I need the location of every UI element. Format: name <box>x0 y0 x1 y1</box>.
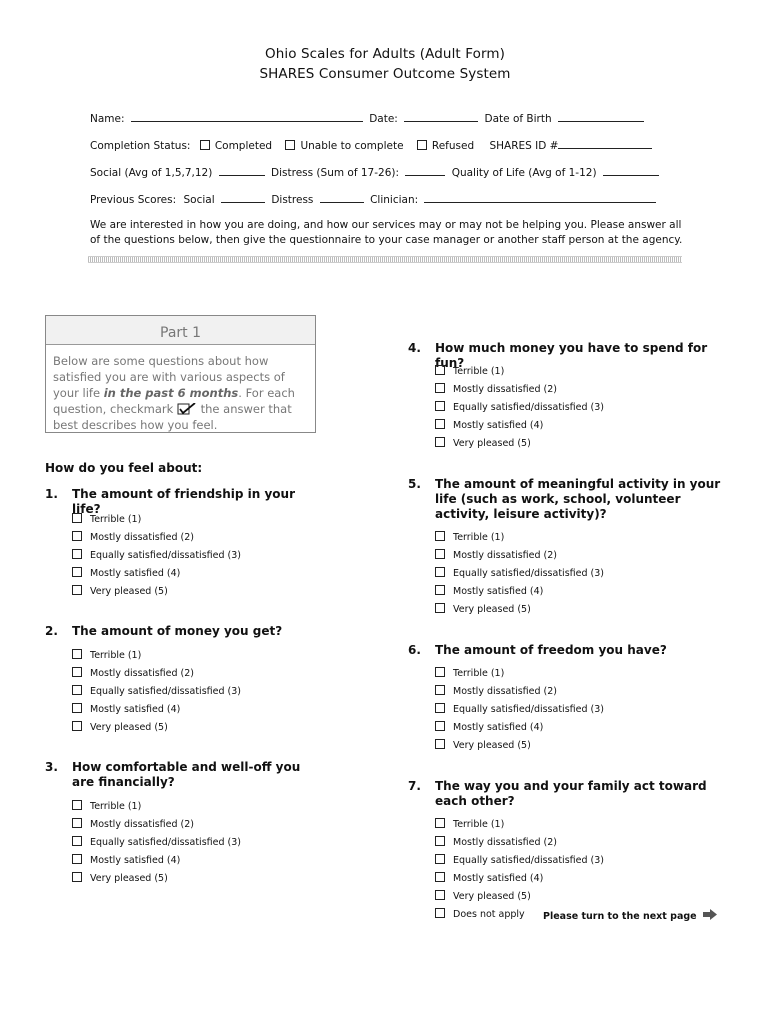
how-heading: How do you feel about: <box>45 461 203 475</box>
option-label: Equally satisfied/dissatisfied (3) <box>453 402 604 413</box>
q3-option-3[interactable] <box>72 836 241 854</box>
question-5-options <box>435 531 604 621</box>
completed-checkbox[interactable] <box>200 140 210 150</box>
option-checkbox[interactable] <box>72 818 82 828</box>
question-6-text: The amount of freedom you have? <box>435 643 667 657</box>
q5-option-4[interactable] <box>435 585 604 603</box>
option-label: Mostly satisfied (4) <box>90 568 181 579</box>
q7-option-5[interactable] <box>435 890 604 908</box>
question-1-number: 1. <box>45 487 58 501</box>
option-label: Equally satisfied/dissatisfied (3) <box>453 855 604 866</box>
q2-option-4[interactable] <box>72 703 241 721</box>
question-7-number: 7. <box>408 779 421 793</box>
q3-option-4[interactable] <box>72 854 241 872</box>
option-label: Mostly satisfied (4) <box>453 420 544 431</box>
clinician-label: Clinician: <box>370 194 419 206</box>
question-2-options <box>72 649 241 739</box>
refused-label: Refused <box>431 140 475 152</box>
question-1-options <box>72 513 241 603</box>
question-1-text: The amount of friendship in your life? <box>72 487 295 516</box>
q4-option-2[interactable] <box>435 383 604 401</box>
question-3-number: 3. <box>45 760 58 774</box>
question-4-text: How much money you have to spend for fun? <box>435 341 708 370</box>
option-label: Terrible (1) <box>453 819 505 830</box>
social-field[interactable] <box>219 165 265 176</box>
option-label: Mostly dissatisfied (2) <box>453 550 558 561</box>
option-checkbox[interactable] <box>435 365 445 375</box>
dob-field[interactable] <box>558 111 644 122</box>
q7-option-1[interactable] <box>435 818 604 836</box>
intro-paragraph: We are interested in how you are doing, and how our services may or may not be helping you. Please answer all of the questions below, then give the questionnaire to your case manager or another staff person at the agency. <box>90 219 683 246</box>
option-checkbox[interactable] <box>72 649 82 659</box>
q5-option-1[interactable] <box>435 531 604 549</box>
option-checkbox[interactable] <box>435 854 445 864</box>
q1-option-1[interactable] <box>72 513 241 531</box>
option-label: Mostly satisfied (4) <box>90 704 181 715</box>
option-label: Equally satisfied/dissatisfied (3) <box>90 550 241 561</box>
option-checkbox[interactable] <box>72 667 82 677</box>
question-4-number: 4. <box>408 341 421 355</box>
arrow-right-icon <box>703 909 717 920</box>
q1-option-3[interactable] <box>72 549 241 567</box>
option-checkbox[interactable] <box>72 513 82 523</box>
previous-label: Previous Scores: <box>90 194 177 206</box>
q7-option-4[interactable] <box>435 872 604 890</box>
option-label: Terrible (1) <box>90 801 142 812</box>
name-label: Name: <box>90 113 125 125</box>
option-label: Mostly satisfied (4) <box>453 873 544 884</box>
question-2-text: The amount of money you get? <box>72 624 283 638</box>
option-label: Mostly dissatisfied (2) <box>90 668 195 679</box>
prev-social-label: Social <box>183 194 215 206</box>
q4-option-3[interactable] <box>435 401 604 419</box>
next-page-note <box>543 909 717 922</box>
option-checkbox[interactable] <box>435 703 445 713</box>
prev-social-field[interactable] <box>221 192 265 203</box>
q3-option-2[interactable] <box>72 818 241 836</box>
option-checkbox[interactable] <box>435 419 445 429</box>
q6-option-4[interactable] <box>435 721 604 739</box>
question-2-number: 2. <box>45 624 58 638</box>
option-checkbox[interactable] <box>72 854 82 864</box>
option-checkbox[interactable] <box>435 721 445 731</box>
shares-id-field[interactable] <box>558 138 652 149</box>
option-checkbox[interactable] <box>72 721 82 731</box>
distress-field[interactable] <box>405 165 445 176</box>
previous-row <box>90 192 659 206</box>
option-label: Terrible (1) <box>453 668 505 679</box>
option-label: Very pleased (5) <box>90 586 168 597</box>
next-page-text: Please turn to the next page <box>543 911 697 922</box>
option-checkbox[interactable] <box>435 890 445 900</box>
q5-option-2[interactable] <box>435 549 604 567</box>
q4-option-4[interactable] <box>435 419 604 437</box>
question-5-number: 5. <box>408 477 421 491</box>
question-3-text: How comfortable and well-off you are financially? <box>72 760 301 789</box>
q2-option-2[interactable] <box>72 667 241 685</box>
question-7-text: The way you and your family act toward each other? <box>435 779 707 808</box>
q5-option-3[interactable] <box>435 567 604 585</box>
option-checkbox[interactable] <box>435 836 445 846</box>
completion-label: Completion Status: <box>90 140 191 152</box>
option-checkbox[interactable] <box>435 549 445 559</box>
option-label: Equally satisfied/dissatisfied (3) <box>453 568 604 579</box>
option-checkbox[interactable] <box>72 872 82 882</box>
option-label: Very pleased (5) <box>453 740 531 751</box>
option-checkbox[interactable] <box>435 585 445 595</box>
social-label: Social (Avg of 1,5,7,12) <box>90 167 213 179</box>
question-6-number: 6. <box>408 643 421 657</box>
option-checkbox[interactable] <box>435 739 445 749</box>
completion-row <box>90 138 655 152</box>
form-title: Ohio Scales for Adults (Adult Form) <box>265 46 505 62</box>
option-label: Mostly satisfied (4) <box>453 722 544 733</box>
option-checkbox[interactable] <box>72 549 82 559</box>
option-label: Mostly satisfied (4) <box>453 586 544 597</box>
form-subtitle: SHARES Consumer Outcome System <box>259 66 511 82</box>
shares-id-label: SHARES ID # <box>489 140 559 152</box>
option-checkbox[interactable] <box>435 437 445 447</box>
q2-option-1[interactable] <box>72 649 241 667</box>
q7-option-2[interactable] <box>435 836 604 854</box>
option-checkbox[interactable] <box>72 800 82 810</box>
option-does-not-apply[interactable] <box>435 908 525 926</box>
q5-option-5[interactable] <box>435 603 604 621</box>
q1-option-2[interactable] <box>72 531 241 549</box>
option-label: Very pleased (5) <box>453 438 531 449</box>
option-label: Very pleased (5) <box>453 604 531 615</box>
header-row-name <box>90 111 647 125</box>
question-4-options <box>435 365 604 455</box>
section-divider <box>88 256 682 263</box>
option-checkbox[interactable] <box>72 531 82 541</box>
option-checkbox[interactable] <box>435 872 445 882</box>
q6-option-2[interactable] <box>435 685 604 703</box>
q2-option-5[interactable] <box>72 721 241 739</box>
q6-option-5[interactable] <box>435 739 604 757</box>
option-label: Mostly dissatisfied (2) <box>453 837 558 848</box>
option-checkbox[interactable] <box>435 685 445 695</box>
q1-option-5[interactable] <box>72 585 241 603</box>
option-checkbox[interactable] <box>72 567 82 577</box>
option-checkbox[interactable] <box>435 603 445 613</box>
completed-label: Completed <box>214 140 273 152</box>
name-field[interactable] <box>131 111 363 122</box>
option-label: Mostly dissatisfied (2) <box>453 384 558 395</box>
q3-option-1[interactable] <box>72 800 241 818</box>
question-7-options <box>435 818 604 908</box>
option-label: Terrible (1) <box>90 514 142 525</box>
option-label: Very pleased (5) <box>90 873 168 884</box>
option-checkbox[interactable] <box>435 383 445 393</box>
question-6-options <box>435 667 604 757</box>
part1-text-c: the answer that best describes how you feel. <box>53 402 292 432</box>
option-checkbox[interactable] <box>435 401 445 411</box>
option-checkbox[interactable] <box>435 908 445 918</box>
option-label: Terrible (1) <box>453 366 505 377</box>
date-field[interactable] <box>404 111 478 122</box>
part1-text-b: . For each question, checkmark <box>53 386 295 416</box>
option-label: Very pleased (5) <box>90 722 168 733</box>
part1-instructions <box>46 345 315 433</box>
part1-box <box>45 315 316 433</box>
question-3-options <box>72 800 241 890</box>
q1-option-4[interactable] <box>72 567 241 585</box>
option-checkbox[interactable] <box>72 585 82 595</box>
option-label: Mostly dissatisfied (2) <box>90 532 195 543</box>
q6-option-1[interactable] <box>435 667 604 685</box>
option-label: Mostly satisfied (4) <box>90 855 181 866</box>
q4-option-5[interactable] <box>435 437 604 455</box>
option-checkbox[interactable] <box>435 818 445 828</box>
option-label: Equally satisfied/dissatisfied (3) <box>90 686 241 697</box>
q7-option-3[interactable] <box>435 854 604 872</box>
option-label: Equally satisfied/dissatisfied (3) <box>453 704 604 715</box>
part1-title: Part 1 <box>46 316 315 345</box>
q2-option-3[interactable] <box>72 685 241 703</box>
question-5-text: The amount of meaningful activity in your life (such as work, school, volunteer activity, leisure activity)? <box>435 477 721 521</box>
refused-checkbox[interactable] <box>417 140 427 150</box>
option-checkbox[interactable] <box>435 567 445 577</box>
scores-row <box>90 165 662 179</box>
option-checkbox[interactable] <box>72 836 82 846</box>
option-checkbox[interactable] <box>72 703 82 713</box>
option-label: Equally satisfied/dissatisfied (3) <box>90 837 241 848</box>
clinician-field[interactable] <box>424 192 656 203</box>
option-checkbox[interactable] <box>435 531 445 541</box>
dob-label: Date of Birth <box>484 113 552 125</box>
q4-option-1[interactable] <box>435 365 604 383</box>
unable-label: Unable to complete <box>300 140 404 152</box>
option-label: Does not apply <box>453 909 525 920</box>
option-label: Very pleased (5) <box>453 891 531 902</box>
option-label: Mostly dissatisfied (2) <box>453 686 558 697</box>
option-label: Mostly dissatisfied (2) <box>90 819 195 830</box>
option-checkbox[interactable] <box>72 685 82 695</box>
part1-text-emphasis: in the past 6 months <box>103 386 239 400</box>
distress-label: Distress (Sum of 17-26): <box>271 167 400 179</box>
q6-option-3[interactable] <box>435 703 604 721</box>
option-checkbox[interactable] <box>435 667 445 677</box>
part1-text-a: Below are some questions about how satisfied you are with various aspects of your life <box>53 354 285 400</box>
option-label: Terrible (1) <box>90 650 142 661</box>
date-label: Date: <box>369 113 398 125</box>
checkmark-icon <box>177 403 197 415</box>
qol-field[interactable] <box>603 165 659 176</box>
prev-distress-field[interactable] <box>320 192 364 203</box>
prev-distress-label: Distress <box>271 194 314 206</box>
q3-option-5[interactable] <box>72 872 241 890</box>
unable-checkbox[interactable] <box>285 140 295 150</box>
qol-label: Quality of Life (Avg of 1-12) <box>451 167 597 179</box>
option-label: Terrible (1) <box>453 532 505 543</box>
